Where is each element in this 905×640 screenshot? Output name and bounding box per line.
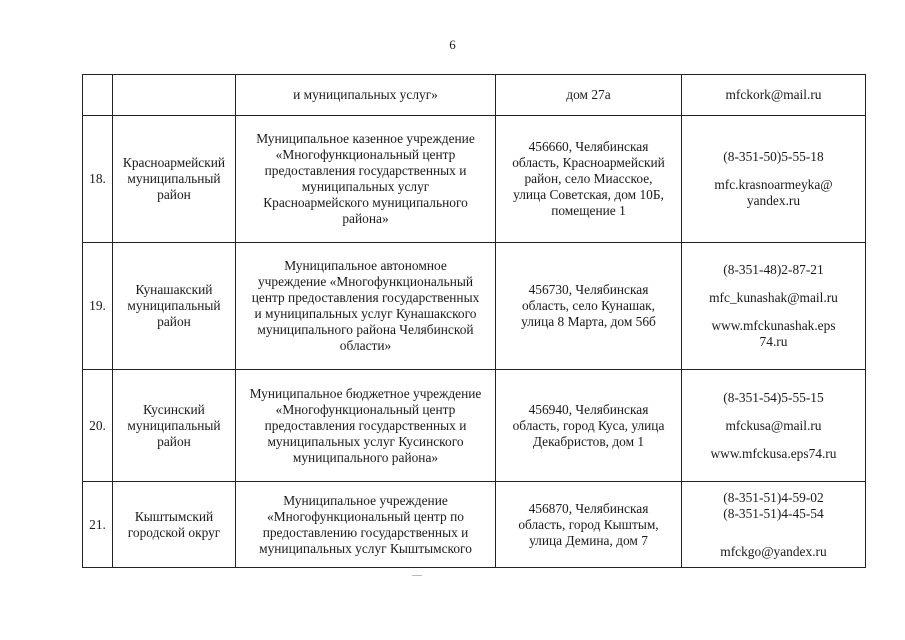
- district-cell: [113, 482, 236, 568]
- row-number: 18.: [89, 171, 106, 186]
- address: 456940, Челябинская область, город Куса, улица Декабристов, дом 1: [512, 401, 665, 449]
- table-row: [83, 116, 866, 243]
- address-cell: [496, 116, 682, 243]
- organization-name: и муниципальных услуг»: [293, 87, 438, 102]
- row-number-cell: [83, 482, 113, 568]
- district-cell: [113, 370, 236, 482]
- contacts-cell: [682, 116, 866, 243]
- row-number: 21.: [89, 516, 106, 532]
- contacts-cell: [682, 75, 866, 116]
- organization-name: Муниципальное бюджетное учреждение «Многофункциональный центр предоставления государственных и муниципальных услуг Кусинского муниципального района»: [249, 385, 482, 465]
- phone: (8-351-48)2-87-21: [723, 262, 824, 277]
- table-row: [83, 243, 866, 370]
- row-number: 20.: [89, 417, 106, 433]
- row-number-cell: [83, 75, 113, 116]
- address: 456660, Челябинская область, Красноармейский район, село Миасское, улица Советская, дом 10Б, помещение 1: [512, 139, 665, 218]
- row-number: 19.: [89, 298, 106, 313]
- district-name: Кыштымский городской округ: [127, 508, 221, 540]
- row-number-cell: [83, 370, 113, 482]
- address-cell: [496, 243, 682, 370]
- table-row-continuation: [83, 75, 866, 116]
- district-name: Кунашакский муниципальный район: [127, 282, 221, 329]
- organization-cell: [236, 482, 496, 568]
- address-cell: [496, 370, 682, 482]
- email: mfckusa@mail.ru: [725, 417, 822, 433]
- organization-cell: [236, 116, 496, 243]
- district-name: Кусинский муниципальный район: [127, 401, 221, 449]
- website: www.mfckunashak.eps 74.ru: [711, 318, 836, 349]
- district-cell: [113, 243, 236, 370]
- row-number-cell: [83, 116, 113, 243]
- website: www.mfckusa.eps74.ru: [710, 445, 837, 461]
- email: mfc_kunashak@mail.ru: [709, 290, 838, 305]
- phone: (8-351-50)5-55-18: [723, 149, 824, 164]
- organization-cell: [236, 243, 496, 370]
- phone: (8-351-51)4-59-02 (8-351-51)4-45-54: [723, 489, 824, 521]
- contacts-cell: [682, 482, 866, 568]
- footer-rule: [412, 575, 422, 576]
- contacts-cell: [682, 243, 866, 370]
- address: дом 27а: [566, 87, 611, 102]
- row-number-cell: [83, 243, 113, 370]
- email: mfc.krasnoarmeyka@ yandex.ru: [714, 177, 833, 208]
- address-cell: [496, 482, 682, 568]
- organization-name: Муниципальное казенное учреждение «Многофункциональный центр предоставления государственных и муниципальных услуг Красноармейского муниципального района»: [256, 131, 475, 226]
- mfc-registry-table: [82, 74, 866, 568]
- email: mfckgo@yandex.ru: [720, 543, 827, 559]
- address: 456870, Челябинская область, город Кыштым, улица Демина, дом 7: [518, 500, 659, 548]
- table-row: [83, 370, 866, 482]
- phone: (8-351-54)5-55-15: [723, 389, 824, 405]
- page-number: 6: [449, 37, 456, 52]
- district-cell: [113, 75, 236, 116]
- organization-cell: [236, 370, 496, 482]
- address: 456730, Челябинская область, село Кунашак, улица 8 Марта, дом 56б: [521, 282, 656, 329]
- table-row: [83, 482, 866, 568]
- district-name: Красноармейский муниципальный район: [122, 155, 226, 202]
- district-cell: [113, 116, 236, 243]
- contacts-cell: [682, 370, 866, 482]
- address-cell: [496, 75, 682, 116]
- organization-name: Муниципальное учреждение «Многофункциональный центр по предоставлению государственных и муниципальных услуг Кыштымского: [259, 492, 472, 556]
- organization-name: Муниципальное автономное учреждение «Многофункциональный центр предоставления государственных и муниципальных услуг Кунашакского муниципального района Челябинской области»: [251, 258, 480, 353]
- organization-cell: [236, 75, 496, 116]
- email: mfckork@mail.ru: [725, 87, 822, 102]
